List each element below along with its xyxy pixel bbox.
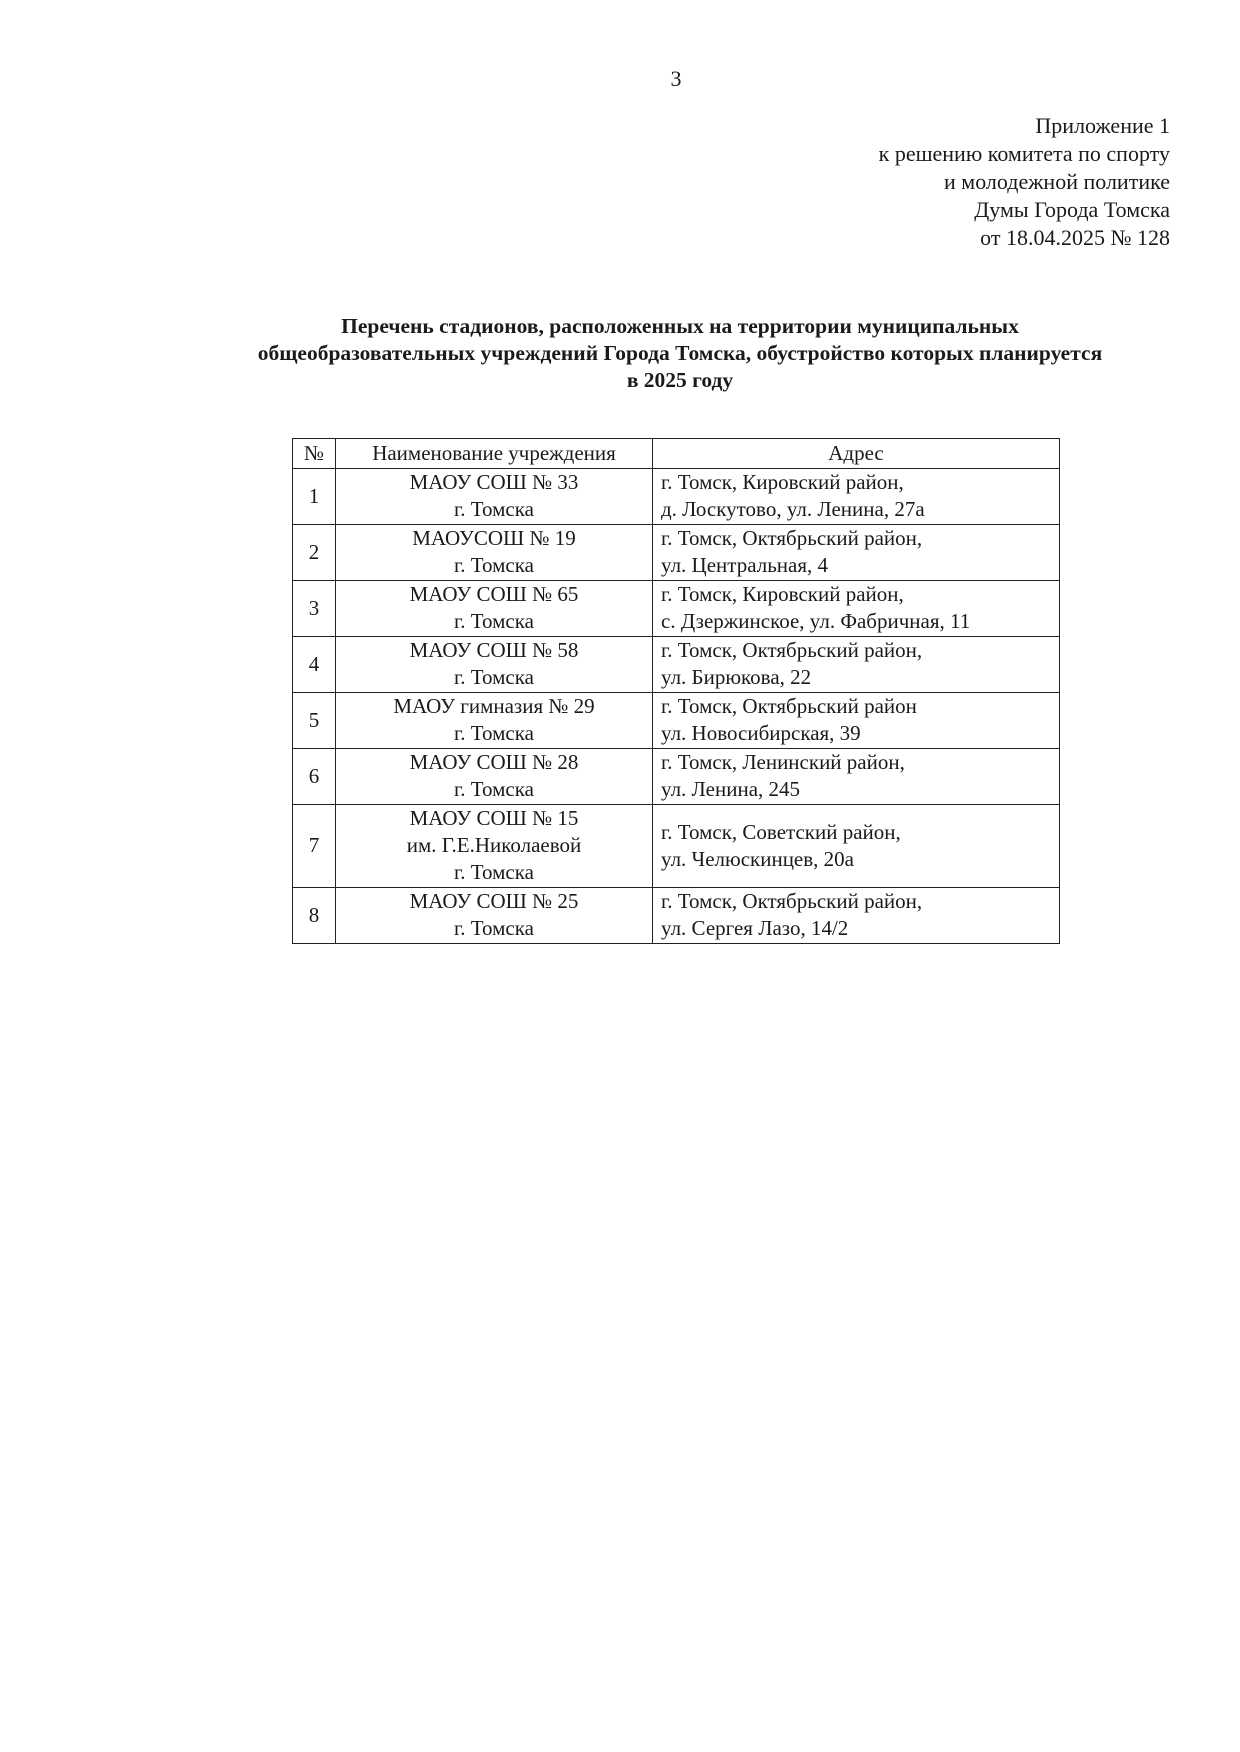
appendix-line: и молодежной политике bbox=[944, 169, 1170, 194]
cell-address bbox=[653, 469, 1060, 525]
table-row bbox=[293, 693, 1060, 749]
address-line: ул. Центральная, 4 bbox=[661, 553, 828, 577]
appendix-line: Думы Города Томска bbox=[974, 197, 1170, 222]
address-line: д. Лоскутово, ул. Ленина, 27а bbox=[661, 497, 925, 521]
name-line: МАОУ СОШ № 15 bbox=[409, 806, 579, 830]
cell-num: 3 bbox=[293, 581, 336, 637]
cell-name bbox=[336, 581, 653, 637]
title-line: общеобразовательных учреждений Города Томска, обустройство которых планируется bbox=[257, 341, 1103, 365]
address-line: г. Томск, Кировский район, bbox=[661, 470, 904, 494]
name-line: им. Г.Е.Николаевой bbox=[406, 833, 582, 857]
document-title bbox=[170, 313, 1190, 394]
name-line: г. Томска bbox=[454, 860, 534, 884]
name-line: МАОУ СОШ № 28 bbox=[409, 750, 579, 774]
header-num: № bbox=[293, 439, 336, 469]
cell-num: 7 bbox=[293, 805, 336, 888]
cell-num: 2 bbox=[293, 525, 336, 581]
cell-name bbox=[336, 805, 653, 888]
stadiums-table bbox=[292, 438, 1060, 944]
address-line: ул. Бирюкова, 22 bbox=[661, 665, 812, 689]
address-line: г. Томск, Ленинский район, bbox=[661, 750, 905, 774]
cell-num: 5 bbox=[293, 693, 336, 749]
table-row bbox=[293, 637, 1060, 693]
name-line: г. Томска bbox=[454, 665, 534, 689]
cell-name bbox=[336, 469, 653, 525]
cell-address bbox=[653, 525, 1060, 581]
cell-name bbox=[336, 749, 653, 805]
cell-name bbox=[336, 888, 653, 944]
table-row bbox=[293, 525, 1060, 581]
cell-name bbox=[336, 693, 653, 749]
table-row bbox=[293, 805, 1060, 888]
cell-name bbox=[336, 637, 653, 693]
table-row bbox=[293, 581, 1060, 637]
name-line: МАОУ СОШ № 65 bbox=[409, 582, 579, 606]
page-number: 3 bbox=[670, 66, 682, 91]
appendix-line: к решению комитета по спорту bbox=[878, 141, 1170, 166]
name-line: МАОУ СОШ № 25 bbox=[409, 889, 579, 913]
name-line: г. Томска bbox=[454, 553, 534, 577]
name-line: г. Томска bbox=[454, 497, 534, 521]
cell-address bbox=[653, 805, 1060, 888]
header-address: Адрес bbox=[653, 439, 1060, 469]
address-line: г. Томск, Октябрьский район, bbox=[661, 526, 923, 550]
address-line: г. Томск, Октябрьский район, bbox=[661, 889, 923, 913]
address-line: ул. Новосибирская, 39 bbox=[661, 721, 861, 745]
name-line: г. Томска bbox=[454, 609, 534, 633]
title-line: Перечень стадионов, расположенных на территории муниципальных bbox=[341, 314, 1019, 338]
appendix-line: от 18.04.2025 № 128 bbox=[980, 225, 1170, 250]
name-line: МАОУ СОШ № 33 bbox=[409, 470, 579, 494]
name-line: г. Томска bbox=[454, 916, 534, 940]
table-row bbox=[293, 888, 1060, 944]
name-line: МАОУ СОШ № 58 bbox=[409, 638, 579, 662]
address-line: г. Томск, Октябрьский район, bbox=[661, 638, 923, 662]
address-line: ул. Ленина, 245 bbox=[661, 777, 801, 801]
name-line: МАОУ гимназия № 29 bbox=[393, 694, 595, 718]
address-line: с. Дзержинское, ул. Фабричная, 11 bbox=[661, 609, 971, 633]
title-line: в 2025 году bbox=[626, 368, 734, 392]
cell-num: 6 bbox=[293, 749, 336, 805]
address-line: ул. Челюскинцев, 20а bbox=[661, 846, 854, 871]
table-row bbox=[293, 749, 1060, 805]
cell-address bbox=[653, 581, 1060, 637]
address-line: г. Томск, Октябрьский район bbox=[661, 694, 917, 718]
cell-num: 4 bbox=[293, 637, 336, 693]
table-row bbox=[293, 469, 1060, 525]
header-name: Наименование учреждения bbox=[336, 439, 653, 469]
address-line: ул. Сергея Лазо, 14/2 bbox=[661, 916, 849, 940]
appendix-header bbox=[879, 112, 1170, 252]
cell-address bbox=[653, 637, 1060, 693]
table-header-row bbox=[293, 439, 1060, 469]
cell-address bbox=[653, 693, 1060, 749]
cell-name bbox=[336, 525, 653, 581]
cell-num: 8 bbox=[293, 888, 336, 944]
cell-address bbox=[653, 749, 1060, 805]
name-line: МАОУСОШ № 19 bbox=[412, 526, 576, 550]
appendix-line: Приложение 1 bbox=[1035, 113, 1170, 138]
address-line: г. Томск, Советский район, bbox=[661, 819, 901, 844]
name-line: г. Томска bbox=[454, 721, 534, 745]
cell-address bbox=[653, 888, 1060, 944]
cell-num: 1 bbox=[293, 469, 336, 525]
address-line: г. Томск, Кировский район, bbox=[661, 582, 904, 606]
name-line: г. Томска bbox=[454, 777, 534, 801]
